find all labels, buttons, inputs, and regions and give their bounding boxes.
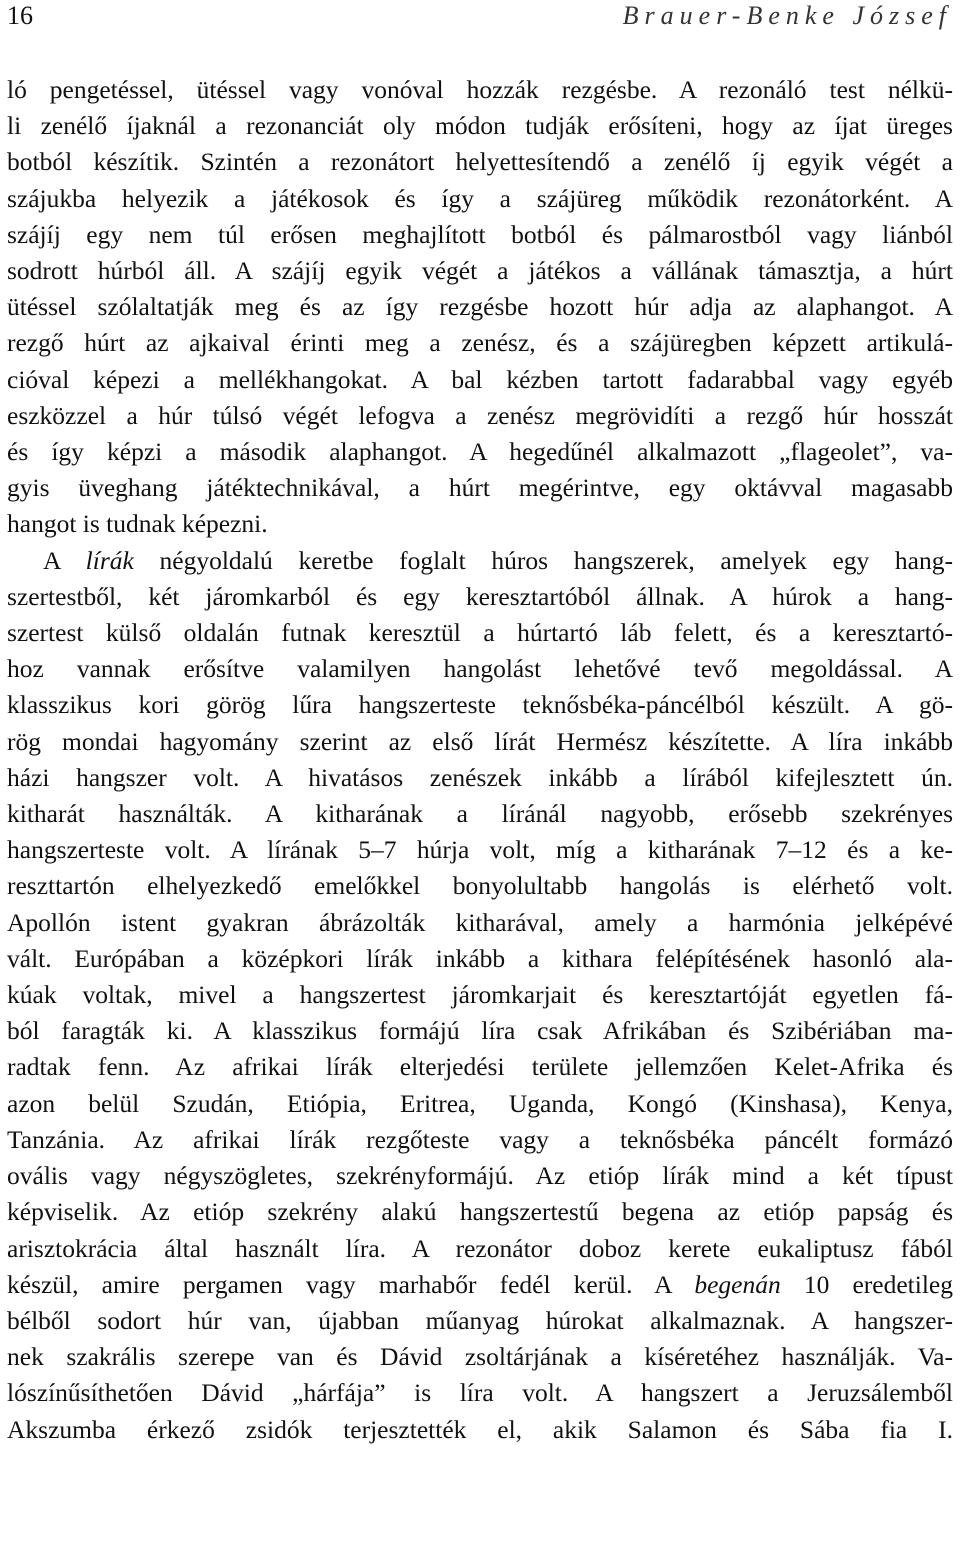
text-line: botból készítik. Szintén a rezonátort helyettesítendő a zenélő íj egyik végét a — [7, 147, 953, 177]
text-line: kitharát használták. A kitharának a líránál nagyobb, erősebb szekrényes — [7, 799, 953, 829]
text-line: azon belül Szudán, Etiópia, Eritrea, Uganda, Kongó (Kinshasa), Kenya, — [7, 1088, 953, 1118]
text-line: és így képzi a második alaphangot. A hegedűnél alkalmazott „flageolet”, va- — [7, 437, 953, 467]
text-line: szertestből, két járomkarból és egy keresztartóból állnak. A húrok a hang- — [7, 581, 953, 611]
text-line: reszttartón elhelyezkedő emelőkkel bonyolultabb hangolás is elérhető volt. — [7, 871, 953, 901]
page-header — [7, 2, 952, 30]
text-segment: A — [43, 545, 86, 575]
italic-term: lírák — [85, 545, 134, 575]
text-line: rezgő húrt az ajkaival érinti meg a zenész, és a szájüregben képzett artikulá- — [7, 328, 953, 358]
text-line: képviselik. Az etióp szekrény alakú hangszertestű begena az etióp papság és — [7, 1197, 953, 1227]
text-line: Akszumba érkező zsidók terjesztették el, akik Salamon és Sába fia I. — [7, 1414, 953, 1444]
page-number: 16 — [7, 1, 33, 30]
text-line: Apollón istent gyakran ábrázolták kitharával, amely a harmónia jelképévé — [7, 907, 953, 937]
text-line: bélből sodort húr van, újabban műanyag húrokat alkalmaznak. A hangszer- — [7, 1305, 953, 1335]
text-line: klasszikus kori görög lűra hangszerteste teknősbéka-páncélból készült. A gö- — [7, 690, 953, 720]
body-text — [7, 72, 953, 1448]
text-line: gyis üveghang játéktechnikával, a húrt megérintve, egy oktávval magasabb — [7, 473, 953, 503]
text-segment: készül, amire pergamen vagy marhabőr fedél kerül. A — [7, 1269, 695, 1299]
text-line: nek szakrális szerepe van és Dávid zsoltárjának a kíséretéhez használják. Va- — [7, 1342, 953, 1372]
text-line: ovális vagy négyszögletes, szekrényformájú. Az etióp lírák mind a két típust — [7, 1161, 953, 1191]
text-line: radtak fenn. Az afrikai lírák elterjedési területe jellemzően Kelet-Afrika és — [7, 1052, 953, 1082]
text-line: kúak voltak, mivel a hangszertest járomkarjait és keresztartóját egyetlen fá- — [7, 980, 953, 1010]
text-line: cióval képezi a mellékhangokat. A bal kézben tartott fadarabbal vagy egyéb — [7, 364, 953, 394]
text-segment: négyoldalú keretbe foglalt húros hangszerek, amelyek egy hang- — [133, 545, 953, 575]
text-line — [7, 543, 953, 579]
text-line: lószínűsíthetően Dávid „hárfája” is líra volt. A hangszert a Jeruzsálemből — [7, 1378, 953, 1408]
text-line — [7, 1267, 953, 1303]
text-line: hangot is tudnak képezni. — [7, 509, 268, 539]
italic-term: begenán — [694, 1269, 781, 1299]
text-line: Tanzánia. Az afrikai lírák rezgőteste vagy a teknősbéka páncélt formázó — [7, 1124, 953, 1154]
text-line: házi hangszer volt. A hivatásos zenészek inkább a lírából kifejlesztett ún. — [7, 762, 953, 792]
text-line: eszközzel a húr túlsó végét lefogva a zenész megrövidíti a rezgő húr hosszát — [7, 400, 953, 430]
text-line: hangszerteste volt. A lírának 5–7 húrja volt, míg a kitharának 7–12 és a ke- — [7, 835, 953, 865]
text-line: vált. Európában a középkori lírák inkább a kithara felépítésének hasonló ala- — [7, 943, 953, 973]
running-title: Brauer-Benke József — [622, 1, 952, 30]
text-line: li zenélő íjaknál a rezonanciát oly módon tudják erősíteni, hogy az íjat üreges — [7, 111, 953, 141]
text-line: szájukba helyezik a játékosok és így a szájüreg működik rezonátorként. A — [7, 183, 953, 213]
text-line: sodrott húrból áll. A szájíj egyik végét a játékos a vállának támasztja, a húrt — [7, 256, 953, 286]
text-segment: 10 eredetileg — [780, 1269, 953, 1299]
text-line: szájíj egy nem túl erősen meghajlított botból és pálmarostból vagy liánból — [7, 219, 953, 249]
text-line: hoz vannak erősítve valamilyen hangolást lehetővé tevő megoldással. A — [7, 654, 953, 684]
text-line: rög mondai hagyomány szerint az első lírát Hermész készítette. A líra inkább — [7, 726, 953, 756]
text-line: ló pengetéssel, ütéssel vagy vonóval hozzák rezgésbe. A rezonáló test nélkü- — [7, 75, 953, 104]
text-line: arisztokrácia által használt líra. A rezonátor doboz kerete eukaliptusz fából — [7, 1233, 953, 1263]
text-line: ütéssel szólaltatják meg és az így rezgésbe hozott húr adja az alaphangot. A — [7, 292, 953, 322]
text-line: ból faragták ki. A klasszikus formájú líra csak Afrikában és Szibériában ma- — [7, 1016, 953, 1046]
text-line: szertest külső oldalán futnak keresztül a húrtartó láb felett, és a keresztartó- — [7, 618, 953, 648]
